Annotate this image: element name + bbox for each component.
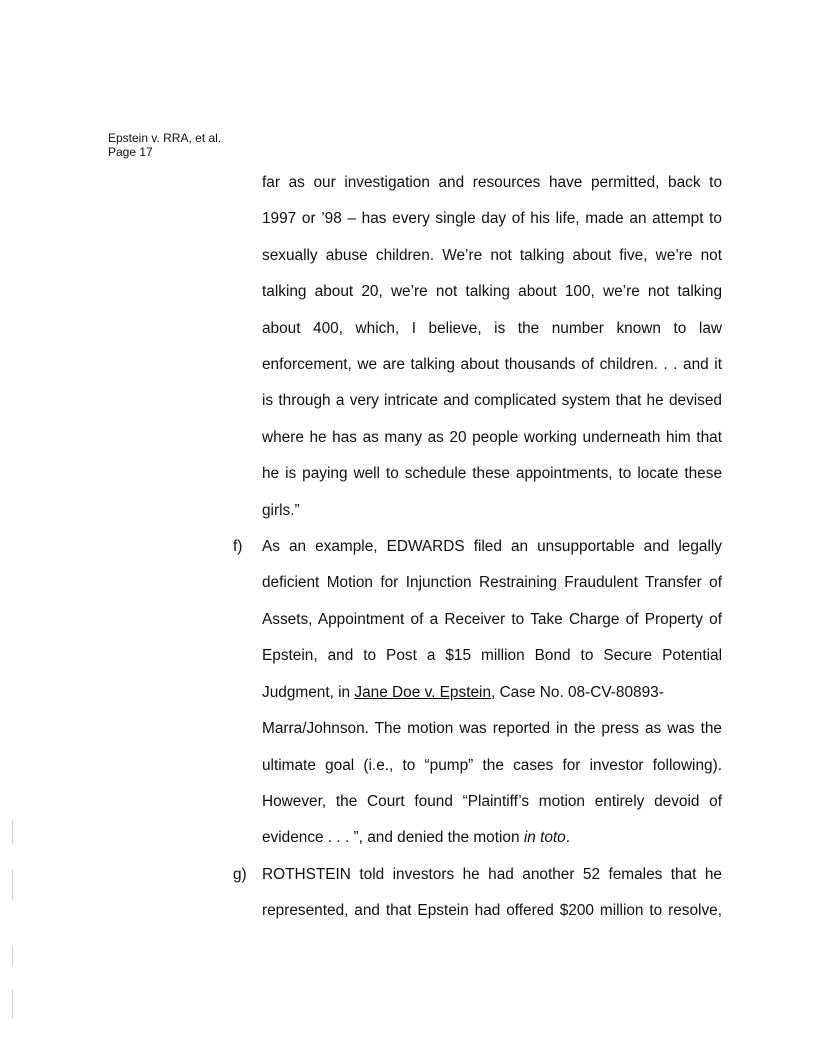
text-line: far as our investigation and resources have permitted, back to <box>262 174 722 191</box>
italic-phrase: in toto <box>523 829 566 847</box>
text-line: deficient Motion for Injunction Restraining Fraudulent Transfer of <box>262 574 722 592</box>
text-line: Marra/Johnson. The motion was reported in the press as was the <box>262 720 722 738</box>
text-line: Assets, Appointment of a Receiver to Take Charge of Property of <box>262 610 722 628</box>
text-line: enforcement, we are talking about thousands of children. . . and it <box>262 356 722 374</box>
text-line: sexually abuse children. We’re not talking about five, we’re not <box>262 246 722 264</box>
text-line: ROTHSTEIN told investors he had another 52 females that he <box>262 865 722 883</box>
text-line: about 400, which, I believe, is the number known to law <box>262 319 722 337</box>
case-name: Jane Doe v. Epstein <box>354 683 492 701</box>
quote-paragraph <box>262 165 722 529</box>
list-marker-g: g) <box>233 865 247 883</box>
text-span: . <box>565 829 571 847</box>
text-line: As an example, EDWARDS filed an unsupportable and legally <box>262 538 722 556</box>
page-header <box>108 131 221 159</box>
text-line: talking about 20, we’re not talking about 100, we’re not talking <box>262 283 722 301</box>
text-line: ultimate goal (i.e., to “pump” the cases for investor following). <box>262 756 722 774</box>
case-caption: Epstein v. RRA, et al. <box>108 131 222 145</box>
list-marker-f: f) <box>233 538 243 556</box>
text-line: he is paying well to schedule these appointments, to locate these <box>262 465 722 483</box>
text-line: represented, and that Epstein had offered $200 million to resolve, <box>262 902 722 920</box>
document-body <box>233 165 722 930</box>
scan-artifact <box>12 945 13 967</box>
text-line: Epstein, and to Post a $15 million Bond to Secure Potential <box>262 647 722 665</box>
scan-artifact <box>12 870 13 900</box>
text-span: evidence . . . ”, and denied the motion <box>262 829 524 847</box>
text-line: However, the Court found “Plaintiff’s motion entirely devoid of <box>262 792 722 810</box>
list-item-f <box>233 529 722 857</box>
page-number: Page 17 <box>108 145 153 159</box>
text-line: is through a very intricate and complicated system that he devised <box>262 392 722 410</box>
scan-artifact <box>12 990 13 1018</box>
text-line-case-reference <box>262 675 722 711</box>
text-line: where he has as many as 20 people working underneath him that <box>262 428 722 446</box>
list-item-g <box>233 857 722 930</box>
text-span: Judgment, in <box>262 683 355 701</box>
text-line <box>262 820 722 856</box>
scan-artifact <box>12 820 13 844</box>
text-span: , Case No. 08-CV-80893- <box>491 683 664 701</box>
text-line: 1997 or ’98 – has every single day of his life, made an attempt to <box>262 210 722 228</box>
text-line: girls.” <box>262 501 300 519</box>
